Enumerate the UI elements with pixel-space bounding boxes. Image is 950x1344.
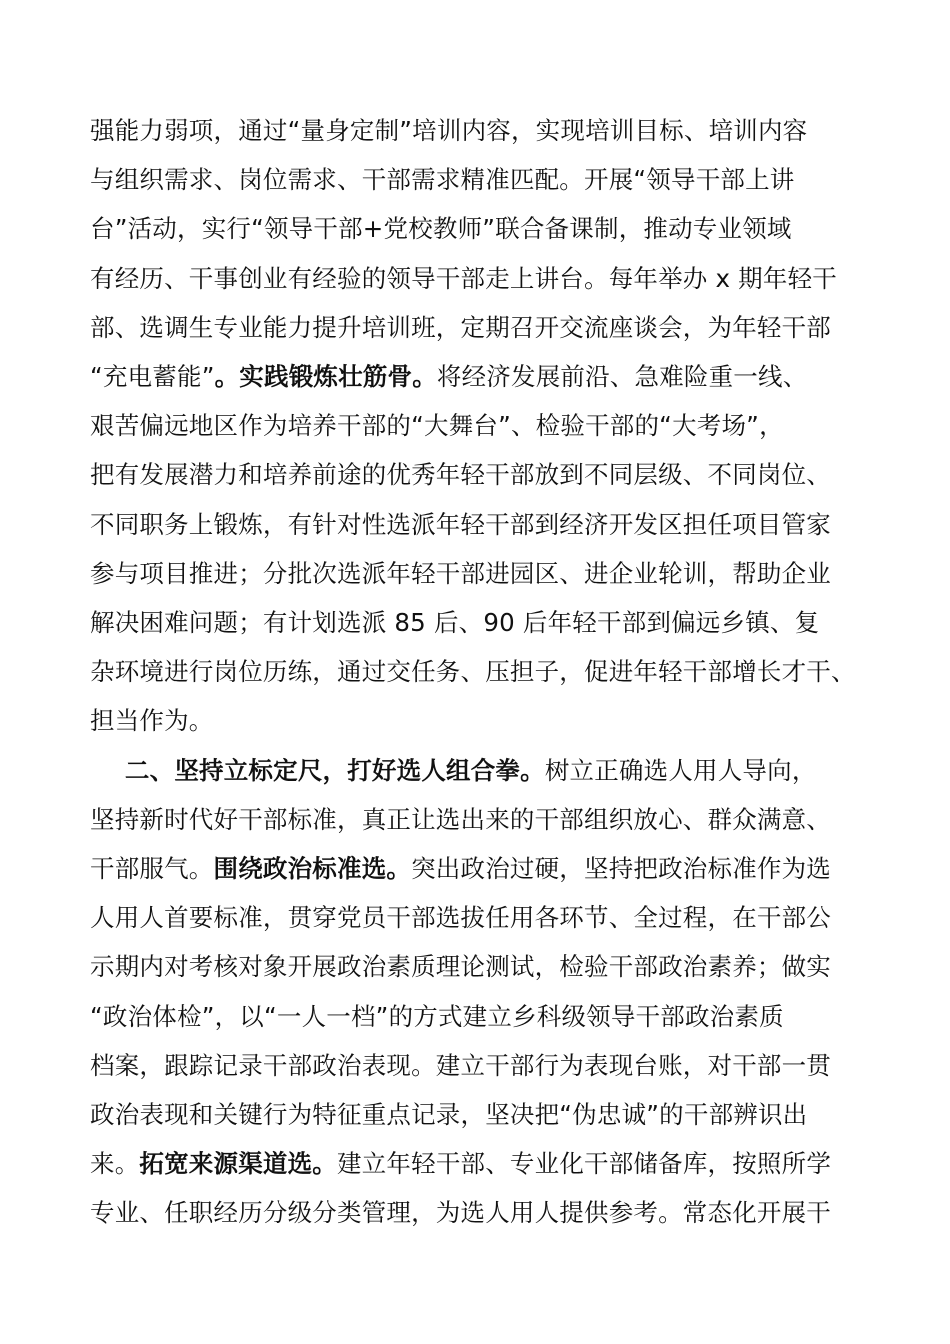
text-span: 建立年轻干部、专业化干部储备库，按照所学 <box>337 1149 832 1179</box>
text-span: 把有发展潜力和培养前途的优秀年轻干部放到不同层级、不同岗位、 <box>90 460 831 490</box>
bold-heading-span: 二、坚持立标定尺，打好选人组合拳。 <box>90 755 545 785</box>
text-line <box>90 706 214 736</box>
text-span: 不同职务上锻炼，有针对性选派年轻干部到经济开发区担任项目管家 <box>90 509 831 539</box>
text-line <box>90 1100 807 1130</box>
text-line <box>90 411 784 441</box>
text-line <box>90 952 831 982</box>
text-span: 干部服气。 <box>90 854 214 883</box>
text-line <box>90 460 831 490</box>
text-line <box>90 903 831 933</box>
text-line <box>90 805 831 835</box>
text-line <box>90 165 795 195</box>
text-span: 坚持新时代好干部标准，真正让选出来的干部组织放心、群众满意、 <box>90 804 831 834</box>
text-span: 参与项目推进；分批次选派年轻干部进园区、进企业轮训，帮助企业 <box>90 558 831 588</box>
text-span: 政治表现和关键行为特征重点记录，坚决把“伪忠诚”的干部辨识出 <box>90 1100 808 1129</box>
text-span: 树立正确选人用人导向， <box>544 755 817 785</box>
text-span: 将经济发展前沿、急难险重一线、 <box>436 362 808 391</box>
text-line <box>90 362 807 392</box>
text-span: 突出政治过硬，坚持把政治标准作为选 <box>411 854 832 883</box>
text-span: 台”活动，实行“领导干部+党校教师”联合备课制，推动专业领域 <box>90 214 792 244</box>
text-span: 档案，跟踪记录干部政治表现。建立干部行为表现台账，对干部一贯 <box>90 1050 831 1080</box>
text-line <box>90 1002 784 1032</box>
text-line <box>90 756 817 786</box>
text-line <box>90 1198 831 1228</box>
text-span: 专业、任职经历分级分类管理，为选人用人提供参考。常态化开展干 <box>90 1198 831 1228</box>
bold-heading-span: 。实践锻炼壮筋骨。 <box>214 362 437 391</box>
bold-heading-span: 围绕政治标准选。 <box>213 854 412 883</box>
text-line <box>90 214 792 244</box>
text-span: 解决困难问题；有计划选派 85 后、90 后年轻干部到偏远乡镇、复 <box>90 608 820 637</box>
text-line <box>90 313 831 343</box>
text-line <box>90 1149 831 1179</box>
text-line <box>90 116 807 146</box>
text-span: 人用人首要标准，贯穿党员干部选拔任用各环节、全过程，在干部公 <box>90 903 831 933</box>
text-line <box>90 510 831 540</box>
bold-heading-span: 拓宽来源渠道选。 <box>139 1149 338 1179</box>
text-line <box>90 657 856 687</box>
text-span: 担当作为。 <box>90 706 214 736</box>
text-span: 强能力弱项，通过“量身定制”培训内容，实现培训目标、培训内容 <box>90 116 808 145</box>
text-span: 示期内对考核对象开展政治素质理论测试，检验干部政治素养；做实 <box>90 952 831 982</box>
text-span: 来。 <box>90 1149 140 1179</box>
text-line <box>90 854 831 884</box>
text-span: 部、选调生专业能力提升培训班，定期召开交流座谈会，为年轻干部 <box>90 312 831 342</box>
text-span: “充电蓄能” <box>90 362 215 391</box>
text-span: 艰苦偏远地区作为培养干部的“大舞台”、检验干部的“大考场”， <box>90 411 784 441</box>
text-span: 与组织需求、岗位需求、干部需求精准匹配。开展“领导干部上讲 <box>90 165 795 195</box>
text-line <box>90 608 819 638</box>
text-line <box>90 264 837 294</box>
text-line <box>90 559 831 589</box>
text-span: 杂环境进行岗位历练，通过交任务、压担子，促进年轻干部增长才干、 <box>90 657 856 687</box>
text-line <box>90 1051 831 1081</box>
text-span: “政治体检”，以“一人一档”的方式建立乡科级领导干部政治素质 <box>90 1001 784 1031</box>
text-span: 有经历、干事创业有经验的领导干部走上讲台。每年举办 x 期年轻干 <box>90 263 837 293</box>
